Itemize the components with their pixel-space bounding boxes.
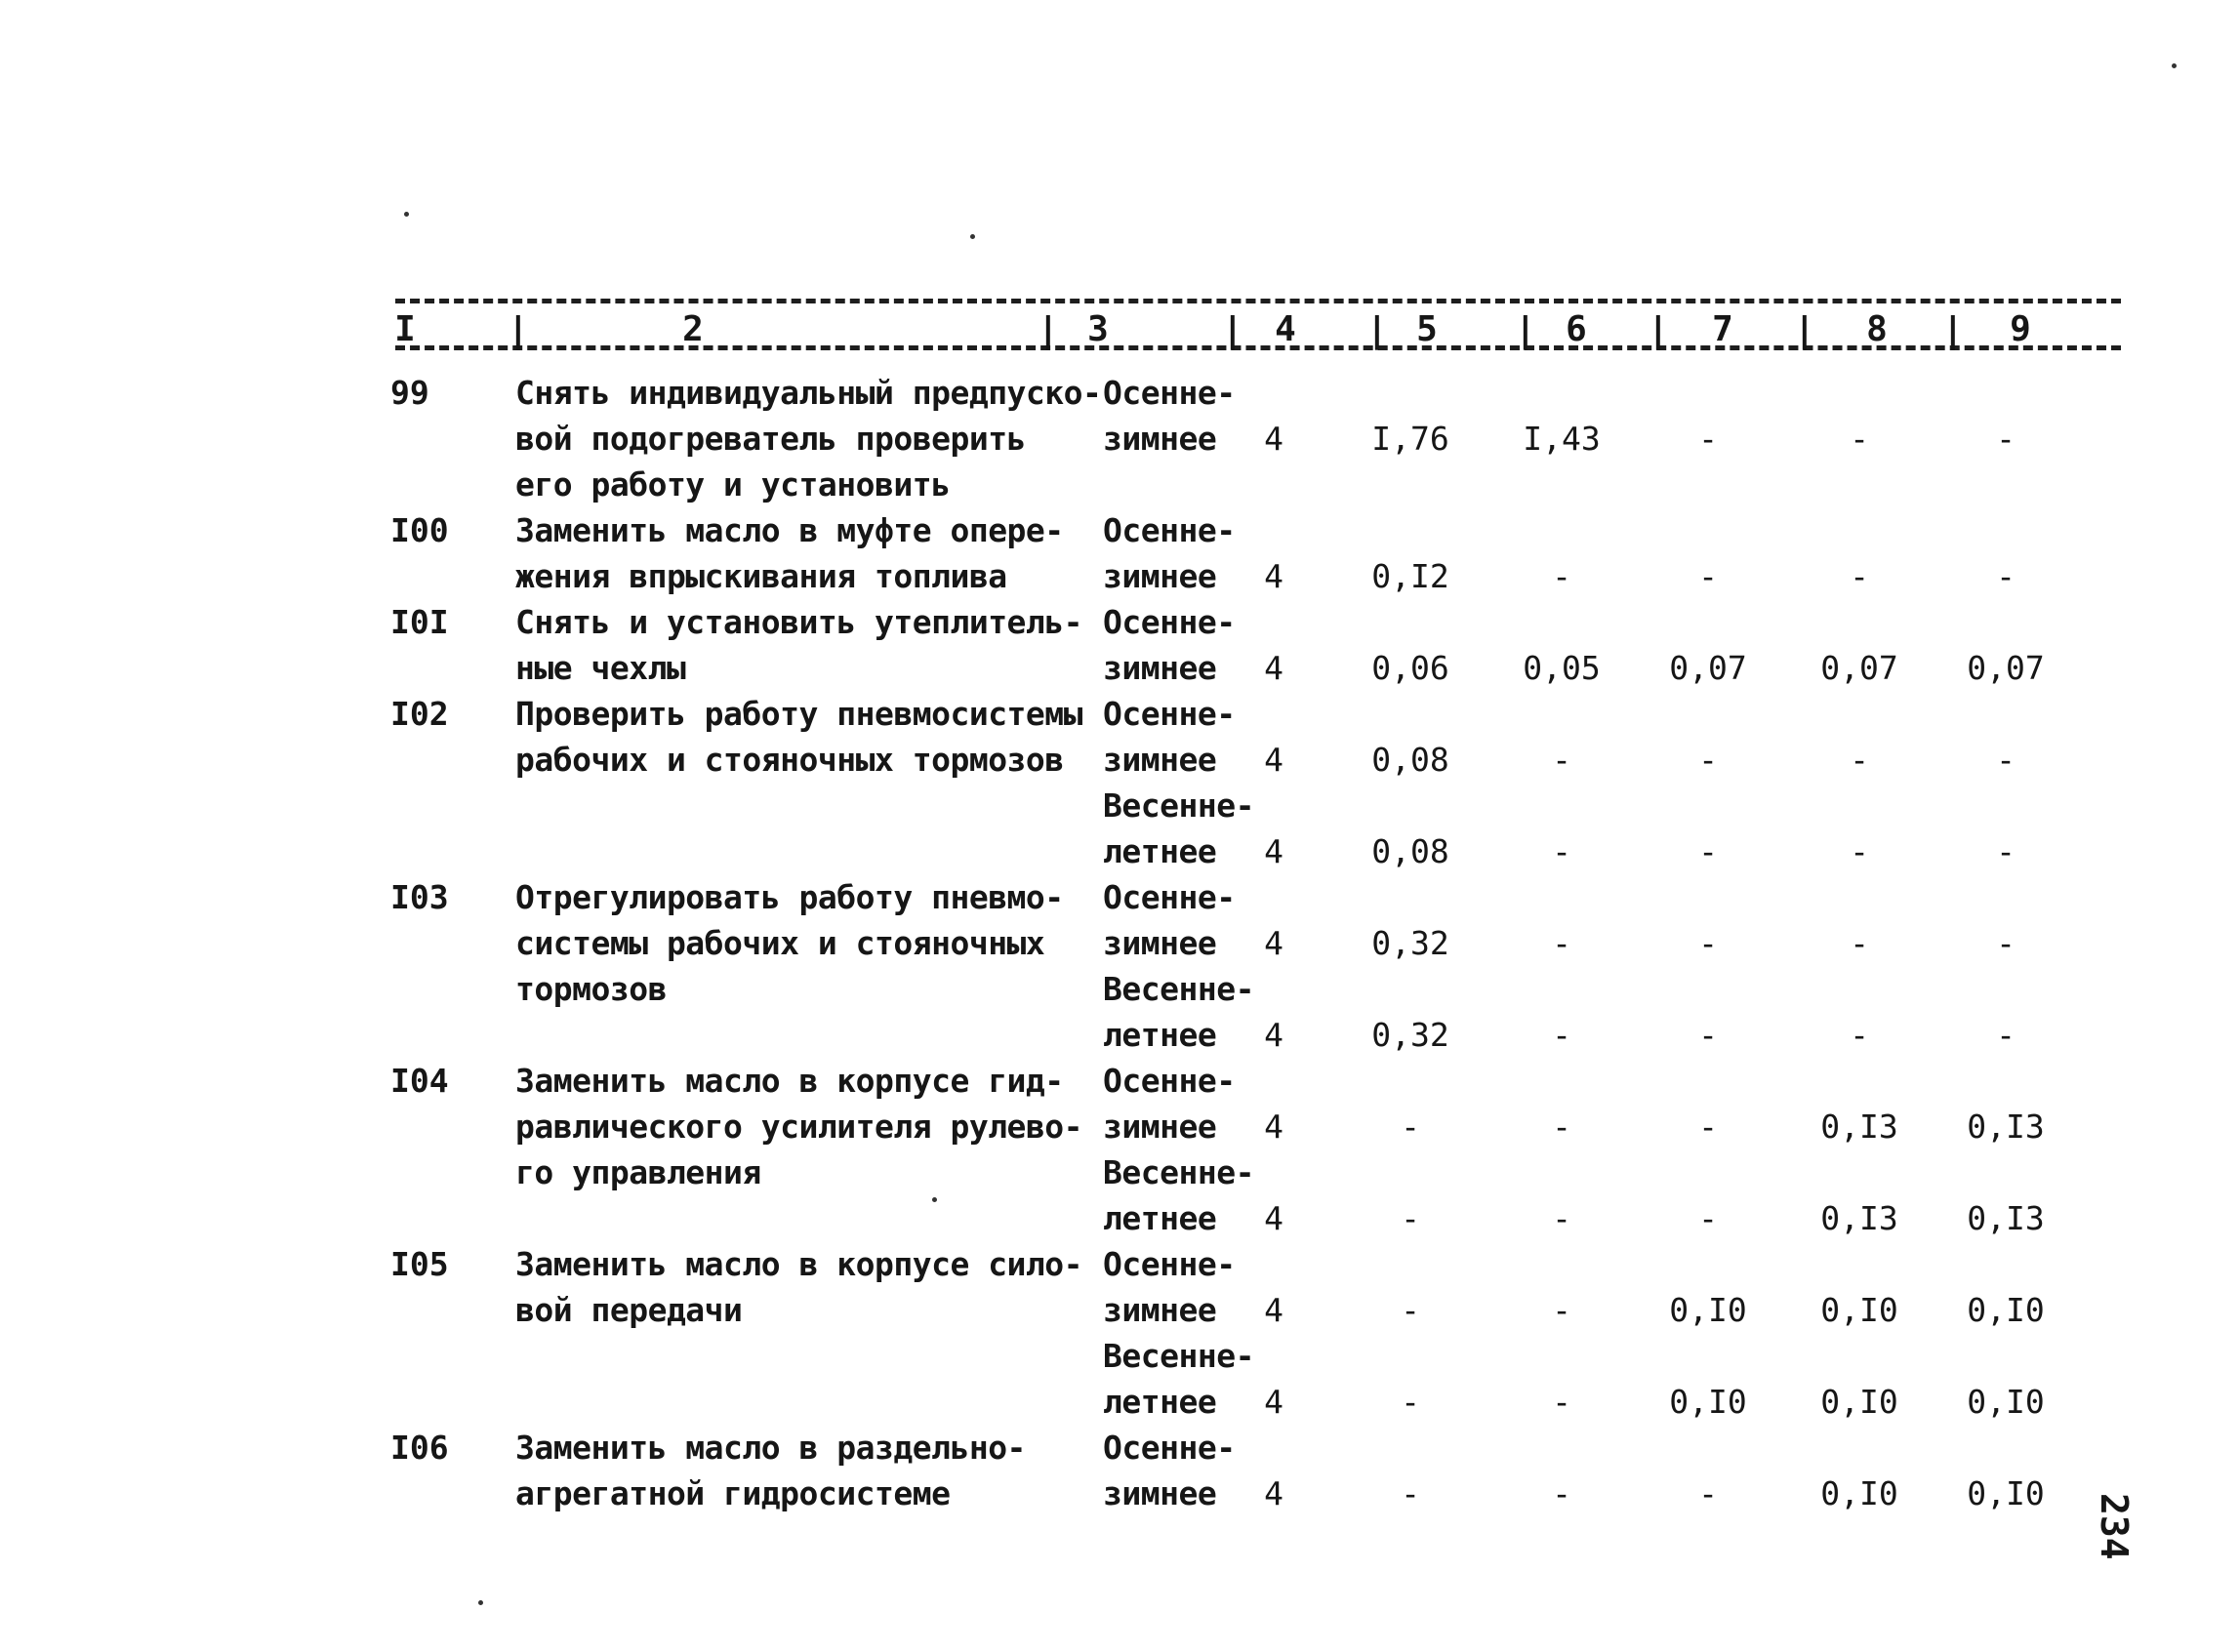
value-cell-v7: - <box>1698 557 1718 595</box>
value-cell-v9: 0,07 <box>1967 649 2045 687</box>
value-cell-v4: 4 <box>1264 832 1283 870</box>
operation-text-line: Снять и установить утеплитель- <box>515 603 1083 641</box>
season-line: летнее <box>1103 832 1217 870</box>
value-cell-v7: - <box>1698 741 1718 779</box>
season-line: Осенне- <box>1103 695 1236 733</box>
header-separator: | <box>1942 310 1964 350</box>
row-number: I0I <box>390 603 449 641</box>
value-cell-v5: 0,08 <box>1371 741 1449 779</box>
value-cell-v4: 4 <box>1264 1474 1283 1512</box>
value-cell-v5: 0,06 <box>1371 649 1449 687</box>
value-cell-v8: 0,I3 <box>1820 1199 1898 1237</box>
value-cell-v7: 0,I0 <box>1669 1291 1747 1329</box>
value-cell-v8: - <box>1850 832 1869 870</box>
season-line: Весенне- <box>1103 970 1254 1008</box>
value-cell-v4: 4 <box>1264 1291 1283 1329</box>
value-cell-v4: 4 <box>1264 1016 1283 1054</box>
header-separator: | <box>1366 310 1388 350</box>
value-cell-v7: - <box>1698 832 1718 870</box>
value-cell-v4: 4 <box>1264 420 1283 458</box>
season-line: зимнее <box>1103 420 1217 458</box>
value-cell-v9: 0,I0 <box>1967 1474 2045 1512</box>
value-cell-v7: - <box>1698 1016 1718 1054</box>
season-line: зимнее <box>1103 1291 1217 1329</box>
operation-text-line: го управления <box>515 1153 761 1191</box>
operation-text-line: рабочих и стояночных тормозов <box>515 741 1064 779</box>
row-number: I05 <box>390 1245 449 1283</box>
operation-text-line: жения впрыскивания топлива <box>515 557 1007 595</box>
value-cell-v6: - <box>1552 1016 1571 1054</box>
value-cell-v9: - <box>1996 741 2016 779</box>
header-separator: | <box>1038 310 1059 350</box>
operation-text-line: Снять индивидуальный предпуско- <box>515 374 1102 412</box>
value-cell-v4: 4 <box>1264 1199 1283 1237</box>
season-line: Осенне- <box>1103 603 1236 641</box>
value-cell-v6: I,43 <box>1523 420 1601 458</box>
header-col-2: 2 <box>682 309 704 349</box>
header-col-8: 8 <box>1866 309 1888 349</box>
header-col-9: 9 <box>2010 309 2031 349</box>
season-line: зимнее <box>1103 649 1217 687</box>
value-cell-v8: 0,07 <box>1820 649 1898 687</box>
value-cell-v6: - <box>1552 741 1571 779</box>
value-cell-v5: - <box>1401 1108 1420 1146</box>
value-cell-v7: - <box>1698 1199 1718 1237</box>
value-cell-v5: - <box>1401 1291 1420 1329</box>
operation-text-line: ные чехлы <box>515 649 686 687</box>
page-number: 234 <box>2093 1493 2136 1560</box>
value-cell-v6: - <box>1552 1108 1571 1146</box>
value-cell-v9: 0,I3 <box>1967 1199 2045 1237</box>
value-cell-v8: - <box>1850 924 1869 962</box>
scan-speck <box>478 1600 483 1605</box>
season-line: Весенне- <box>1103 1153 1254 1191</box>
value-cell-v6: - <box>1552 832 1571 870</box>
value-cell-v6: - <box>1552 1291 1571 1329</box>
operation-text-line: тормозов <box>515 970 667 1008</box>
season-line: Осенне- <box>1103 511 1236 549</box>
header-col-5: 5 <box>1416 309 1438 349</box>
header-separator: | <box>1222 310 1243 350</box>
season-line: Осенне- <box>1103 878 1236 916</box>
value-cell-v5: 0,32 <box>1371 924 1449 962</box>
value-cell-v6: - <box>1552 557 1571 595</box>
season-line: зимнее <box>1103 1108 1217 1146</box>
operation-text-line: системы рабочих и стояночных <box>515 924 1045 962</box>
season-line: зимнее <box>1103 1474 1217 1512</box>
value-cell-v7: - <box>1698 924 1718 962</box>
season-line: зимнее <box>1103 741 1217 779</box>
header-separator: | <box>1515 310 1536 350</box>
row-number: I04 <box>390 1062 449 1100</box>
value-cell-v7: 0,I0 <box>1669 1383 1747 1421</box>
value-cell-v8: 0,I3 <box>1820 1108 1898 1146</box>
row-number: 99 <box>390 374 429 412</box>
header-col-1: I <box>394 309 416 349</box>
header-separator: | <box>508 310 529 350</box>
value-cell-v5: 0,32 <box>1371 1016 1449 1054</box>
value-cell-v8: - <box>1850 420 1869 458</box>
value-cell-v9: - <box>1996 557 2016 595</box>
row-number: I03 <box>390 878 449 916</box>
season-line: Осенне- <box>1103 1062 1236 1100</box>
value-cell-v5: - <box>1401 1474 1420 1512</box>
header-col-6: 6 <box>1566 309 1587 349</box>
header-separator: | <box>1648 310 1669 350</box>
row-number: I02 <box>390 695 449 733</box>
value-cell-v8: 0,I0 <box>1820 1291 1898 1329</box>
value-cell-v4: 4 <box>1264 557 1283 595</box>
season-line: летнее <box>1103 1383 1217 1421</box>
operation-text-line: Заменить масло в корпусе сило- <box>515 1245 1083 1283</box>
value-cell-v9: 0,I0 <box>1967 1383 2045 1421</box>
value-cell-v8: - <box>1850 741 1869 779</box>
value-cell-v8: 0,I0 <box>1820 1474 1898 1512</box>
row-number: I06 <box>390 1429 449 1467</box>
value-cell-v9: 0,I0 <box>1967 1291 2045 1329</box>
season-line: Весенне- <box>1103 1337 1254 1375</box>
operation-text-line: равлического усилителя рулево- <box>515 1108 1083 1146</box>
season-line: Осенне- <box>1103 1245 1236 1283</box>
value-cell-v6: 0,05 <box>1523 649 1601 687</box>
value-cell-v8: - <box>1850 1016 1869 1054</box>
value-cell-v7: - <box>1698 1108 1718 1146</box>
season-line: Весенне- <box>1103 786 1254 825</box>
value-cell-v5: 0,08 <box>1371 832 1449 870</box>
value-cell-v9: - <box>1996 1016 2016 1054</box>
value-cell-v9: - <box>1996 832 2016 870</box>
header-col-7: 7 <box>1712 309 1733 349</box>
value-cell-v4: 4 <box>1264 1383 1283 1421</box>
operation-text-line: Проверить работу пневмосистемы <box>515 695 1083 733</box>
value-cell-v4: 4 <box>1264 649 1283 687</box>
season-line: летнее <box>1103 1199 1217 1237</box>
value-cell-v9: - <box>1996 924 2016 962</box>
season-line: зимнее <box>1103 924 1217 962</box>
season-line: Осенне- <box>1103 1429 1236 1467</box>
operation-text-line: его работу и установить <box>515 465 951 504</box>
season-line: летнее <box>1103 1016 1217 1054</box>
operation-text-line: Заменить масло в корпусе гид- <box>515 1062 1064 1100</box>
row-number: I00 <box>390 511 449 549</box>
value-cell-v7: - <box>1698 1474 1718 1512</box>
operation-text-line: вой подогреватель проверить <box>515 420 1026 458</box>
value-cell-v4: 4 <box>1264 1108 1283 1146</box>
value-cell-v6: - <box>1552 924 1571 962</box>
operation-text-line: Отрегулировать работу пневмо- <box>515 878 1064 916</box>
value-cell-v6: - <box>1552 1199 1571 1237</box>
value-cell-v8: 0,I0 <box>1820 1383 1898 1421</box>
scan-speck <box>932 1197 937 1202</box>
value-cell-v4: 4 <box>1264 741 1283 779</box>
operation-text-line: Заменить масло в муфте опере- <box>515 511 1064 549</box>
value-cell-v6: - <box>1552 1474 1571 1512</box>
scan-speck <box>2172 63 2177 68</box>
value-cell-v5: I,76 <box>1371 420 1449 458</box>
value-cell-v9: - <box>1996 420 2016 458</box>
value-cell-v5: 0,I2 <box>1371 557 1449 595</box>
value-cell-v8: - <box>1850 557 1869 595</box>
operation-text-line: Заменить масло в раздельно- <box>515 1429 1026 1467</box>
value-cell-v6: - <box>1552 1383 1571 1421</box>
value-cell-v5: - <box>1401 1199 1420 1237</box>
value-cell-v7: 0,07 <box>1669 649 1747 687</box>
operation-text-line: агрегатной гидросистеме <box>515 1474 951 1512</box>
scan-speck <box>970 234 975 239</box>
season-line: зимнее <box>1103 557 1217 595</box>
header-separator: | <box>1794 310 1815 350</box>
value-cell-v5: - <box>1401 1383 1420 1421</box>
season-line: Осенне- <box>1103 374 1236 412</box>
operation-text-line: вой передачи <box>515 1291 743 1329</box>
header-col-4: 4 <box>1275 309 1296 349</box>
value-cell-v9: 0,I3 <box>1967 1108 2045 1146</box>
value-cell-v4: 4 <box>1264 924 1283 962</box>
header-col-3: 3 <box>1087 309 1109 349</box>
scan-speck <box>404 212 409 217</box>
value-cell-v7: - <box>1698 420 1718 458</box>
